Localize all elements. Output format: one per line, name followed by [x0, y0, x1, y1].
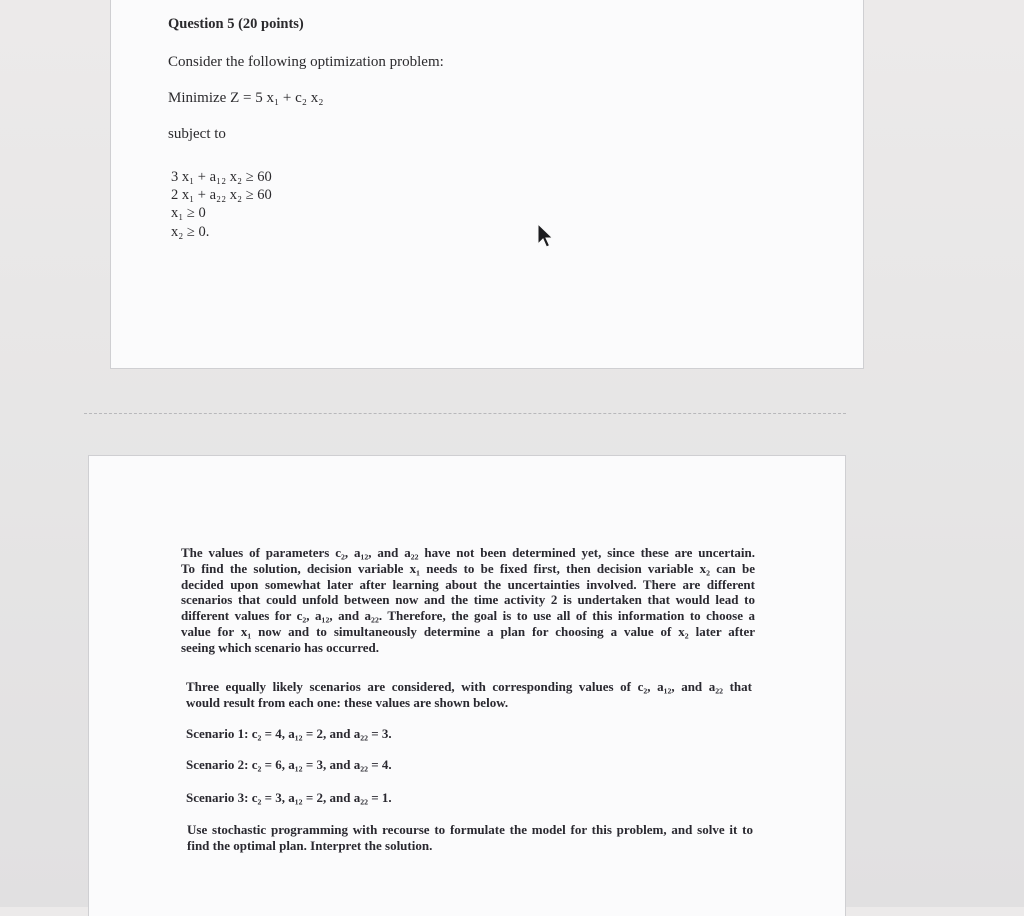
- paragraph-line: would result from each one: these values are shown below.: [186, 694, 509, 710]
- paragraph-line: To find the solution, decision variable x₁ needs to be fixed first, then decision variable x₂ can be: [181, 560, 755, 576]
- constraint-3: x₁ ≥ 0: [171, 205, 206, 221]
- scenario-2: Scenario 2: c₂ = 6, a₁₂ = 3, and a₂₂ = 4.: [186, 757, 392, 772]
- task-paragraph: [187, 822, 753, 854]
- objective-function: Minimize Z = 5 x₁ + c₂ x₂: [168, 90, 324, 106]
- paragraph-line: different values for c₂, a₁₂, and a₂₂. Therefore, the goal is to use all of this information to choose a: [181, 608, 755, 624]
- problem-intro: Consider the following optimization problem:: [168, 54, 444, 70]
- paragraph-line: Three equally likely scenarios are considered, with corresponding values of c₂, a₁₂, and a₂₂ that: [186, 679, 752, 694]
- section-divider: [84, 413, 846, 414]
- scenario-1: Scenario 1: c₂ = 4, a₁₂ = 2, and a₂₂ = 3.: [186, 726, 392, 741]
- constraint-4: x₂ ≥ 0.: [171, 224, 210, 240]
- paragraph-line: decided upon somewhat later after learning about the uncertainties involved. There are different: [181, 576, 755, 592]
- paragraph-line: Use stochastic programming with recourse to formulate the model for this problem, and solve it to: [187, 822, 753, 837]
- constraint-1: 3 x₁ + a₁₂ x₂ ≥ 60: [171, 169, 272, 185]
- scenario-3: Scenario 3: c₂ = 3, a₁₂ = 2, and a₂₂ = 1.: [186, 790, 392, 805]
- paragraph-line: seeing which scenario has occurred.: [181, 639, 379, 655]
- subject-to-label: subject to: [168, 126, 226, 142]
- uncertainty-paragraph: [181, 545, 755, 656]
- paragraph-line: scenarios that could unfold between now and the time activity 2 is undertaken that would lead to: [181, 592, 755, 608]
- mouse-pointer-icon: [536, 223, 554, 249]
- paragraph-line: find the optimal plan. Interpret the solution.: [187, 837, 433, 853]
- constraint-2: 2 x₁ + a₂₂ x₂ ≥ 60: [171, 187, 272, 203]
- paragraph-line: value for x₁ now and to simultaneously determine a plan for choosing a value of x₂ later after: [181, 623, 755, 639]
- question-title: Question 5 (20 points): [168, 16, 304, 32]
- scenarios-intro-paragraph: [186, 679, 752, 711]
- paragraph-line: The values of parameters c₂, a₁₂, and a₂₂ have not been determined yet, since these are uncertain.: [181, 545, 755, 560]
